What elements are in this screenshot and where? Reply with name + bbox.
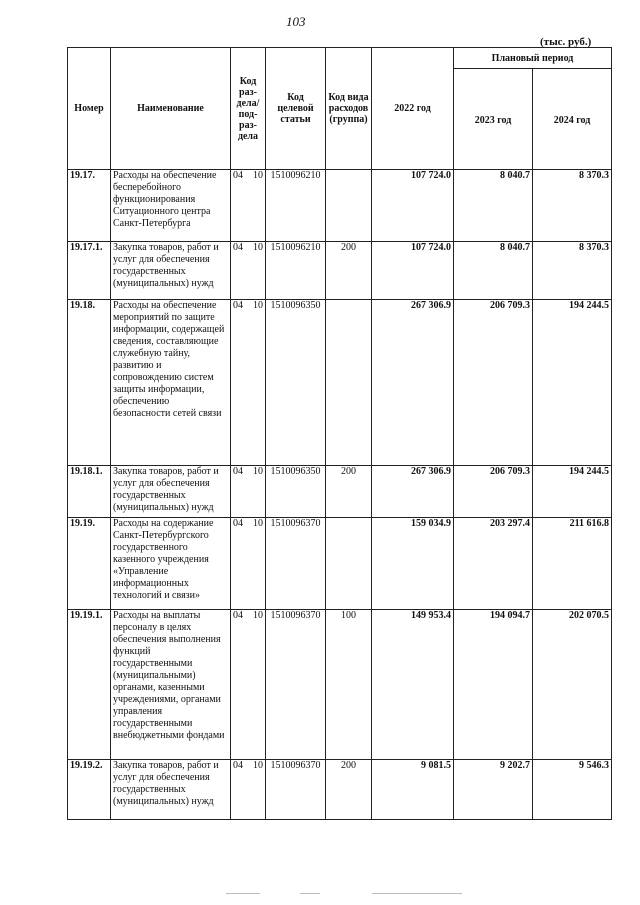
row-section: 04: [233, 518, 243, 529]
row-number: 19.19.1.: [68, 610, 111, 760]
row-section: 04: [233, 610, 243, 621]
row-value-2022: 267 306.9: [372, 466, 454, 518]
row-name: Закупка товаров, работ и услуг для обеспечения государственных (муниципальных) нужд: [111, 242, 231, 300]
row-section: 04: [233, 466, 243, 477]
row-section: 04: [233, 170, 243, 181]
table-row: [68, 300, 612, 466]
header-number: Номер: [68, 48, 111, 170]
row-section-cell: [231, 518, 266, 610]
row-section: 04: [233, 300, 243, 311]
row-subsection: 10: [253, 170, 263, 181]
table-row: [68, 170, 612, 242]
table-row: [68, 242, 612, 300]
row-value-2022: 107 724.0: [372, 242, 454, 300]
row-expense-code: [326, 300, 372, 466]
row-value-2022: 107 724.0: [372, 170, 454, 242]
row-section: 04: [233, 760, 243, 771]
row-section-cell: [231, 300, 266, 466]
row-expense-code: 200: [326, 242, 372, 300]
bottom-rule: [372, 893, 462, 894]
row-section-cell: [231, 170, 266, 242]
header-year-2024: 2024 год: [533, 69, 612, 170]
table-body: [68, 170, 612, 820]
row-value-2022: 9 081.5: [372, 760, 454, 820]
row-value-2023: 194 094.7: [454, 610, 533, 760]
row-value-2024: 8 370.3: [533, 170, 612, 242]
row-number: 19.18.1.: [68, 466, 111, 518]
budget-table: [67, 47, 612, 820]
row-value-2023: 206 709.3: [454, 466, 533, 518]
row-value-2024: 194 244.5: [533, 466, 612, 518]
bottom-rule: [300, 893, 320, 894]
header-target: Код целевой статьи: [266, 48, 326, 170]
row-value-2022: 159 034.9: [372, 518, 454, 610]
row-value-2023: 8 040.7: [454, 170, 533, 242]
row-name: Закупка товаров, работ и услуг для обеспечения государственных (муниципальных) нужд: [111, 466, 231, 518]
table-row: [68, 466, 612, 518]
table-row: [68, 518, 612, 610]
header-planned-period: Плановый период: [454, 48, 612, 69]
row-expense-code: 200: [326, 760, 372, 820]
row-name: Расходы на обеспечение бесперебойного функционирования Ситуационного центра Санкт-Петербурга: [111, 170, 231, 242]
row-value-2023: 9 202.7: [454, 760, 533, 820]
row-subsection: 10: [253, 242, 263, 253]
row-expense-code: [326, 170, 372, 242]
units-label: (тыс. руб.): [540, 36, 592, 48]
row-section-cell: [231, 760, 266, 820]
row-value-2024: 194 244.5: [533, 300, 612, 466]
row-name: Расходы на выплаты персоналу в целях обеспечения выполнения функций государственными (муниципальными) органами, казенными учреждениями, органами управления государственными внебюджетными фондами: [111, 610, 231, 760]
row-value-2023: 203 297.4: [454, 518, 533, 610]
row-subsection: 10: [253, 466, 263, 477]
row-target-code: 1510096370: [266, 610, 326, 760]
row-value-2024: 211 616.8: [533, 518, 612, 610]
row-section-cell: [231, 242, 266, 300]
table-row: [68, 610, 612, 760]
row-subsection: 10: [253, 610, 263, 621]
header-year-2023: 2023 год: [454, 69, 533, 170]
row-subsection: 10: [253, 300, 263, 311]
table-row: [68, 760, 612, 820]
row-name: Расходы на обеспечение мероприятий по защите информации, содержащей сведения, составляющие служебную тайну, развитию и сопровождению систем защиты информации, обеспечению безопасности сетей связи: [111, 300, 231, 466]
row-value-2024: 8 370.3: [533, 242, 612, 300]
row-value-2023: 8 040.7: [454, 242, 533, 300]
row-target-code: 1510096370: [266, 518, 326, 610]
header-year-2022: 2022 год: [372, 48, 454, 170]
row-section-cell: [231, 610, 266, 760]
row-target-code: 1510096350: [266, 466, 326, 518]
header-section: Код раз-дела/ под-раз-дела: [231, 48, 266, 170]
bottom-rule: [226, 893, 260, 894]
page-number: 103: [286, 14, 306, 29]
row-number: 19.17.: [68, 170, 111, 242]
row-value-2024: 202 070.5: [533, 610, 612, 760]
row-expense-code: 200: [326, 466, 372, 518]
row-subsection: 10: [253, 518, 263, 529]
row-target-code: 1510096350: [266, 300, 326, 466]
row-subsection: 10: [253, 760, 263, 771]
row-name: Закупка товаров, работ и услуг для обеспечения государственных (муниципальных) нужд: [111, 760, 231, 820]
row-number: 19.17.1.: [68, 242, 111, 300]
row-value-2022: 267 306.9: [372, 300, 454, 466]
row-value-2022: 149 953.4: [372, 610, 454, 760]
row-section: 04: [233, 242, 243, 253]
row-name: Расходы на содержание Санкт-Петербургского государственного казенного учреждения «Управление информационных технологий и связи»: [111, 518, 231, 610]
row-number: 19.19.: [68, 518, 111, 610]
header-name: Наименование: [111, 48, 231, 170]
row-number: 19.18.: [68, 300, 111, 466]
row-target-code: 1510096210: [266, 170, 326, 242]
row-value-2023: 206 709.3: [454, 300, 533, 466]
row-expense-code: [326, 518, 372, 610]
row-expense-code: 100: [326, 610, 372, 760]
row-target-code: 1510096370: [266, 760, 326, 820]
row-section-cell: [231, 466, 266, 518]
row-target-code: 1510096210: [266, 242, 326, 300]
header-expense-type: Код вида расходов (группа): [326, 48, 372, 170]
row-number: 19.19.2.: [68, 760, 111, 820]
row-value-2024: 9 546.3: [533, 760, 612, 820]
